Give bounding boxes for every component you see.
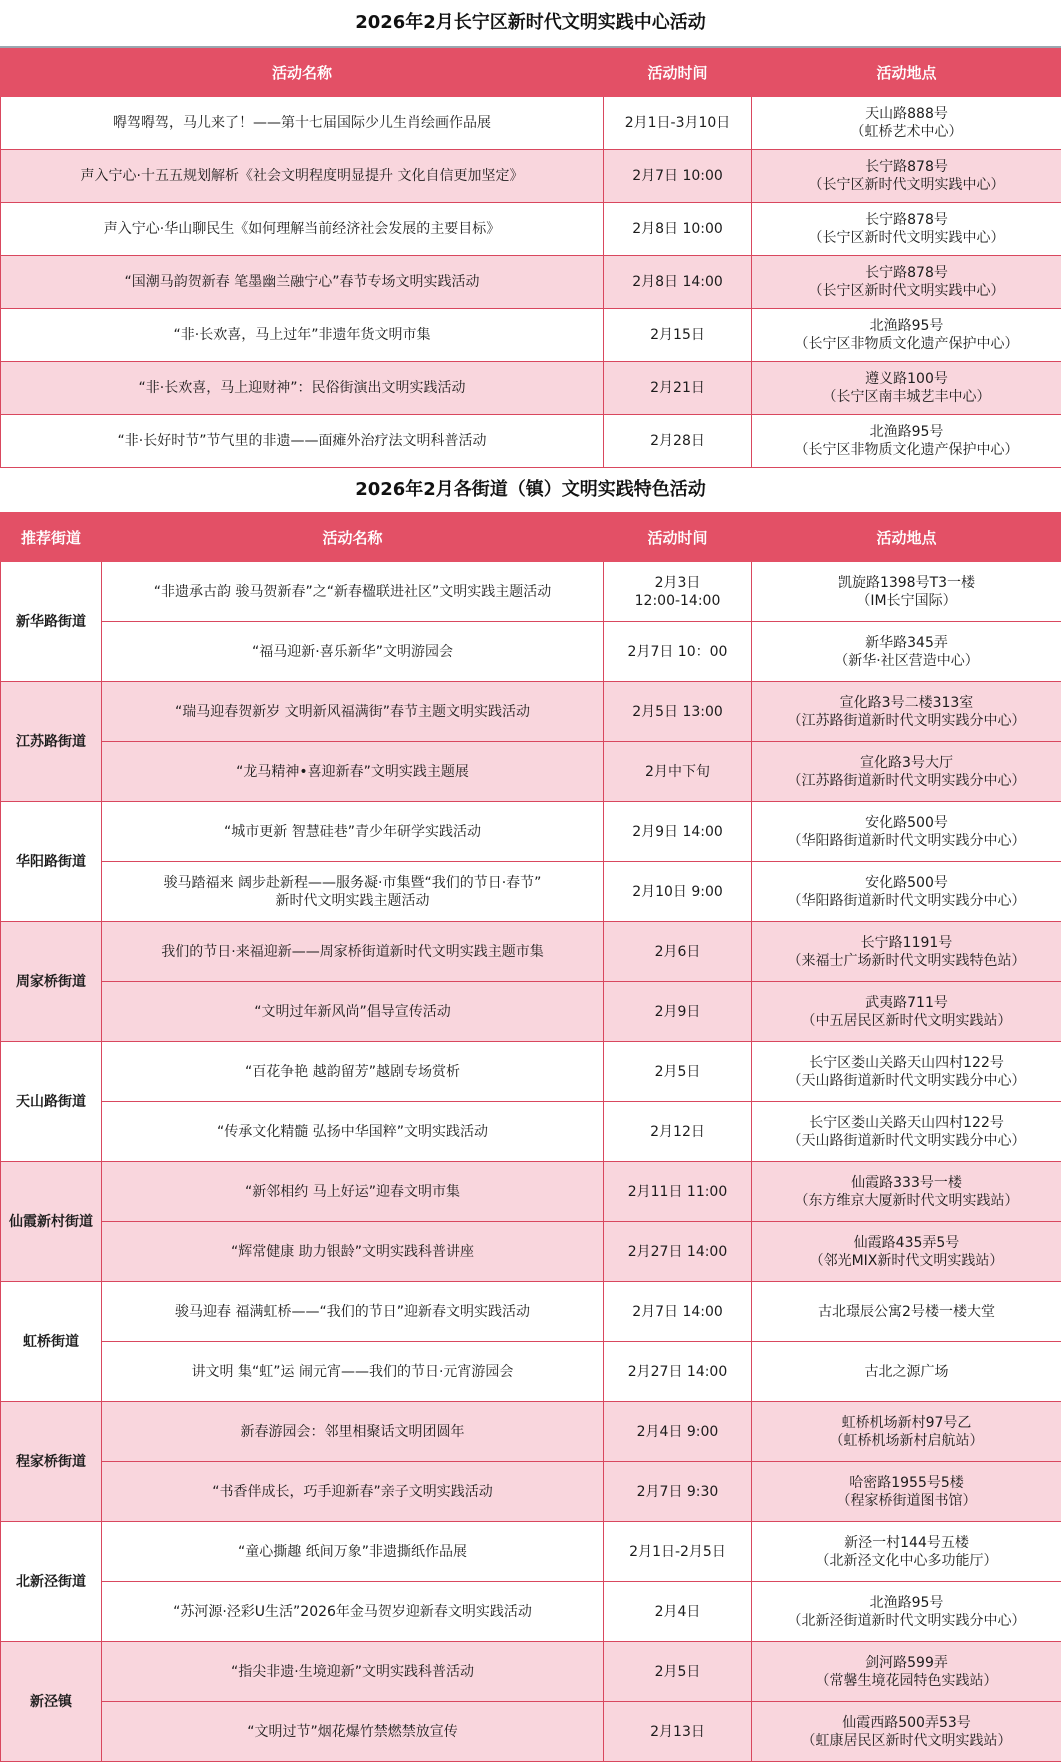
activity-name-cell (102, 1702, 604, 1762)
activity-time-line1: 2月27日 14:00 (608, 1363, 747, 1381)
activity-name-cell (102, 1102, 604, 1162)
street-name-cell: 仙霞新村街道 (1, 1162, 102, 1282)
activity-place-cell (752, 150, 1061, 203)
activity-place-line1: 北渔路95号 (756, 423, 1057, 441)
activity-time-cell (604, 622, 752, 682)
table-row (1, 1342, 1061, 1402)
activity-place-cell (752, 742, 1061, 802)
activity-place-cell (752, 256, 1061, 309)
activity-time-cell (604, 1162, 752, 1222)
table-row (1, 1702, 1061, 1762)
activity-name-cell (102, 742, 604, 802)
activity-place-cell (752, 1702, 1061, 1762)
table-row (1, 256, 1061, 309)
activity-place-line2: （江苏路街道新时代文明实践分中心） (756, 712, 1057, 730)
activity-place-cell (752, 622, 1061, 682)
activity-name-cell (102, 1342, 604, 1402)
activity-name-cell (102, 1402, 604, 1462)
table-header-row (1, 513, 1061, 562)
activity-time-cell: 2月15日 (604, 309, 752, 362)
activity-place-cell (752, 1042, 1061, 1102)
activity-time-line1: 2月1日-2月5日 (608, 1543, 747, 1561)
activity-time-line1: 2月5日 (608, 1663, 747, 1681)
activity-place-line1: 武夷路711号 (756, 994, 1057, 1012)
activity-place-line1: 凯旋路1398号T3一楼 (756, 574, 1057, 592)
activity-place-cell (752, 1222, 1061, 1282)
activity-time-cell (604, 862, 752, 922)
activity-place-line2: （邻光MIX新时代文明实践站） (756, 1252, 1057, 1270)
activity-time-line1: 2月9日 14:00 (608, 823, 747, 841)
activity-place-line2: （中五居民区新时代文明实践站） (756, 1012, 1057, 1030)
table-row (1, 982, 1061, 1042)
street-name-cell: 周家桥街道 (1, 922, 102, 1042)
activity-name-line1: 讲文明 集“虹”运 闹元宵——我们的节日·元宵游园会 (106, 1363, 599, 1381)
activity-time-cell (604, 1522, 752, 1582)
activity-place-cell (752, 922, 1061, 982)
activity-time-line1: 2月7日 9:30 (608, 1483, 747, 1501)
table-row (1, 682, 1061, 742)
activity-place-cell (752, 362, 1061, 415)
activity-place-line2: （常馨生境花园特色实践站） (756, 1672, 1057, 1690)
activity-place-line2: （长宁区非物质文化遗产保护中心） (756, 441, 1057, 459)
activity-time-cell: 2月8日 14:00 (604, 256, 752, 309)
activity-place-line2: （长宁区新时代文明实践中心） (756, 176, 1057, 194)
table-row (1, 1102, 1061, 1162)
activity-time-line1: 2月9日 (608, 1003, 747, 1021)
street-name-cell: 新华路街道 (1, 562, 102, 682)
activity-name-cell: 嘚驾嘚驾，马儿来了！——第十七届国际少儿生肖绘画作品展 (1, 97, 604, 150)
header-activity-place: 活动地点 (752, 49, 1061, 97)
activity-name-line2: 新时代文明实践主题活动 (106, 892, 599, 910)
street-name-cell: 新泾镇 (1, 1642, 102, 1762)
header-street: 推荐街道 (1, 513, 102, 562)
activity-place-line1: 天山路888号 (756, 105, 1057, 123)
activity-name-cell (102, 1642, 604, 1702)
activity-time-cell (604, 1342, 752, 1402)
activity-place-line2: （虹桥艺术中心） (756, 123, 1057, 141)
activity-place-line1: 宣化路3号二楼313室 (756, 694, 1057, 712)
activity-place-line1: 宣化路3号大厅 (756, 754, 1057, 772)
activity-name-cell (102, 982, 604, 1042)
activity-place-line1: 仙霞西路500弄53号 (756, 1714, 1057, 1732)
activity-place-line1: 长宁路878号 (756, 158, 1057, 176)
street-name-cell: 天山路街道 (1, 1042, 102, 1162)
activity-name-line1: “城市更新 智慧硅巷”青少年研学实践活动 (106, 823, 599, 841)
activity-place-cell (752, 415, 1061, 468)
activity-name-line1: 新春游园会：邻里相聚话文明团圆年 (106, 1423, 599, 1441)
activity-time-line1: 2月13日 (608, 1723, 747, 1741)
table-row (1, 1042, 1061, 1102)
activity-time-line1: 2月5日 13:00 (608, 703, 747, 721)
activity-time-line1: 2月6日 (608, 943, 747, 961)
activity-name-cell (102, 622, 604, 682)
activity-place-line1: 古北之源广场 (756, 1363, 1057, 1381)
table-row (1, 1222, 1061, 1282)
activity-time-cell (604, 1222, 752, 1282)
activity-place-line1: 遵义路100号 (756, 370, 1057, 388)
table-header-row (1, 49, 1061, 97)
activity-name-cell (102, 1042, 604, 1102)
activity-time-cell (604, 802, 752, 862)
activity-time-cell (604, 922, 752, 982)
activity-place-cell (752, 1102, 1061, 1162)
activity-name-cell (102, 682, 604, 742)
activity-time-cell (604, 1042, 752, 1102)
activity-place-line1: 北渔路95号 (756, 1594, 1057, 1612)
activity-name-line1: “百花争艳 越韵留芳”越剧专场赏析 (106, 1063, 599, 1081)
activity-time-cell (604, 1642, 752, 1702)
table-row (1, 742, 1061, 802)
activity-place-line2: （长宁区新时代文明实践中心） (756, 229, 1057, 247)
table-row (1, 362, 1061, 415)
activity-name-line1: 骏马踏福来 阔步赴新程——服务凝·市集暨“我们的节日·春节” (106, 874, 599, 892)
activity-name-cell (102, 1162, 604, 1222)
activity-place-line2: （虹桥机场新村启航站） (756, 1432, 1057, 1450)
activity-name-line1: “辉常健康 助力银龄”文明实践科普讲座 (106, 1243, 599, 1261)
activity-name-line1: “指尖非遗·生境迎新”文明实践科普活动 (106, 1663, 599, 1681)
activity-time-line1: 2月12日 (608, 1123, 747, 1141)
activity-place-line2: （天山路街道新时代文明实践分中心） (756, 1132, 1057, 1150)
activity-time-line1: 2月4日 (608, 1603, 747, 1621)
activity-name-line1: 骏马迎春 福满虹桥——“我们的节日”迎新春文明实践活动 (106, 1303, 599, 1321)
table-row (1, 1402, 1061, 1462)
activity-place-cell (752, 1522, 1061, 1582)
activity-time-cell (604, 1282, 752, 1342)
activity-time-line1: 2月中下旬 (608, 763, 747, 781)
activity-place-line1: 新华路345弄 (756, 634, 1057, 652)
table-row (1, 150, 1061, 203)
table-row (1, 1162, 1061, 1222)
activity-time-line1: 2月27日 14:00 (608, 1243, 747, 1261)
activity-place-line1: 长宁区娄山关路天山四村122号 (756, 1114, 1057, 1132)
activity-time-cell (604, 982, 752, 1042)
street-activities-table (0, 512, 1061, 1762)
table-row (1, 203, 1061, 256)
street-name-cell: 华阳路街道 (1, 802, 102, 922)
activity-name-cell: “非·长好时节”节气里的非遗——面瘫外治疗法文明科普活动 (1, 415, 604, 468)
activity-place-cell (752, 1162, 1061, 1222)
activity-time-line1: 2月5日 (608, 1063, 747, 1081)
table-row (1, 922, 1061, 982)
activity-name-cell: 声入宁心·十五五规划解析《社会文明程度明显提升 文化自信更加坚定》 (1, 150, 604, 203)
activity-time-line1: 2月11日 11:00 (608, 1183, 747, 1201)
activity-place-cell (752, 1402, 1061, 1462)
activity-name-cell (102, 862, 604, 922)
activity-name-line1: “龙马精神•喜迎新春”文明实践主题展 (106, 763, 599, 781)
activity-place-line2: （江苏路街道新时代文明实践分中心） (756, 772, 1057, 790)
activity-time-line1: 2月7日 10：00 (608, 643, 747, 661)
table-row (1, 1582, 1061, 1642)
activity-place-cell (752, 97, 1061, 150)
activity-place-line2: （华阳路街道新时代文明实践分中心） (756, 832, 1057, 850)
activity-name-cell (102, 1582, 604, 1642)
activity-name-line1: “童心撕趣 纸间万象”非遗撕纸作品展 (106, 1543, 599, 1561)
activity-place-line2: （长宁区非物质文化遗产保护中心） (756, 335, 1057, 353)
activity-place-cell (752, 1342, 1061, 1402)
header-activity-name: 活动名称 (102, 513, 604, 562)
activity-time-cell (604, 1102, 752, 1162)
activity-name-cell (102, 1222, 604, 1282)
activity-place-line2: （东方维京大厦新时代文明实践站） (756, 1192, 1057, 1210)
street-name-cell: 江苏路街道 (1, 682, 102, 802)
activity-place-line2: （来福士广场新时代文明实践特色站） (756, 952, 1057, 970)
activity-time-cell (604, 1402, 752, 1462)
activity-name-cell (102, 922, 604, 982)
activity-name-cell (102, 562, 604, 622)
activity-time-line2: 12:00-14:00 (608, 592, 747, 610)
activity-time-cell (604, 682, 752, 742)
activity-name-line1: “苏河源·泾彩U生活”2026年金马贺岁迎新春文明实践活动 (106, 1603, 599, 1621)
table-row (1, 97, 1061, 150)
activity-name-cell: “国潮马韵贺新春 笔墨幽兰融宁心”春节专场文明实践活动 (1, 256, 604, 309)
activity-place-line2: （天山路街道新时代文明实践分中心） (756, 1072, 1057, 1090)
activity-name-line1: “文明过年新风尚”倡导宣传活动 (106, 1003, 599, 1021)
table-row (1, 1462, 1061, 1522)
activity-name-cell: “非·长欢喜，马上迎财神”：民俗街演出文明实践活动 (1, 362, 604, 415)
activity-place-line2: （IM长宁国际） (756, 592, 1057, 610)
activity-name-line1: “瑞马迎春贺新岁 文明新风福满街”春节主题文明实践活动 (106, 703, 599, 721)
activity-place-line2: （虹康居民区新时代文明实践站） (756, 1732, 1057, 1750)
activity-time-cell: 2月8日 10:00 (604, 203, 752, 256)
header-activity-time: 活动时间 (604, 49, 752, 97)
activity-place-cell (752, 982, 1061, 1042)
activity-name-cell (102, 1522, 604, 1582)
activity-time-cell: 2月28日 (604, 415, 752, 468)
activity-place-line2: （程家桥街道图书馆） (756, 1492, 1057, 1510)
activity-time-line1: 2月4日 9:00 (608, 1423, 747, 1441)
table-row (1, 1282, 1061, 1342)
activity-place-line2: （长宁区新时代文明实践中心） (756, 282, 1057, 300)
activity-name-line1: “福马迎新·喜乐新华”文明游园会 (106, 643, 599, 661)
activity-place-line1: 新泾一村144号五楼 (756, 1534, 1057, 1552)
activity-place-line1: 长宁路1191号 (756, 934, 1057, 952)
activity-place-cell (752, 309, 1061, 362)
activity-place-line2: （华阳路街道新时代文明实践分中心） (756, 892, 1057, 910)
activity-place-line1: 长宁路878号 (756, 264, 1057, 282)
section2-title: 2026年2月各街道（镇）文明实践特色活动 (0, 468, 1061, 512)
activity-place-line1: 剑河路599弄 (756, 1654, 1057, 1672)
activity-name-line1: 我们的节日·来福迎新——周家桥街道新时代文明实践主题市集 (106, 943, 599, 961)
activity-time-line1: 2月3日 (608, 574, 747, 592)
activity-time-line1: 2月7日 14:00 (608, 1303, 747, 1321)
activity-name-cell (102, 1462, 604, 1522)
activity-place-line2: （北新泾街道新时代文明实践分中心） (756, 1612, 1057, 1630)
table-row (1, 415, 1061, 468)
activity-time-cell (604, 1582, 752, 1642)
center-activities-table (0, 48, 1061, 468)
table-row (1, 862, 1061, 922)
activity-place-line1: 古北璟辰公寓2号楼一楼大堂 (756, 1303, 1057, 1321)
table-row (1, 562, 1061, 622)
section1-title: 2026年2月长宁区新时代文明实践中心活动 (0, 0, 1061, 48)
table-row (1, 622, 1061, 682)
activity-name-line1: “新邻相约 马上好运”迎春文明市集 (106, 1183, 599, 1201)
activity-name-line1: “传承文化精髓 弘扬中华国粹”文明实践活动 (106, 1123, 599, 1141)
activity-place-line1: 安化路500号 (756, 874, 1057, 892)
activity-place-line1: 哈密路1955号5楼 (756, 1474, 1057, 1492)
street-name-cell: 虹桥街道 (1, 1282, 102, 1402)
activity-time-cell: 2月7日 10:00 (604, 150, 752, 203)
activity-time-cell (604, 562, 752, 622)
activity-place-line1: 仙霞路333号一楼 (756, 1174, 1057, 1192)
activity-time-cell (604, 742, 752, 802)
activity-place-line2: （长宁区南丰城艺丰中心） (756, 388, 1057, 406)
activity-place-cell (752, 1282, 1061, 1342)
header-activity-name: 活动名称 (1, 49, 604, 97)
activity-place-cell (752, 1582, 1061, 1642)
activity-place-line1: 长宁区娄山关路天山四村122号 (756, 1054, 1057, 1072)
activity-place-line2: （新华·社区营造中心） (756, 652, 1057, 670)
header-activity-time: 活动时间 (604, 513, 752, 562)
activity-name-line1: “非遗承古韵 骏马贺新春”之“新春楹联进社区”文明实践主题活动 (106, 583, 599, 601)
activity-place-cell (752, 682, 1061, 742)
activity-time-cell: 2月1日-3月10日 (604, 97, 752, 150)
activity-name-cell (102, 1282, 604, 1342)
table-row (1, 802, 1061, 862)
activity-place-cell (752, 1462, 1061, 1522)
activity-name-line1: “文明过节”烟花爆竹禁燃禁放宣传 (106, 1723, 599, 1741)
activity-place-line2: （北新泾文化中心多功能厅） (756, 1552, 1057, 1570)
table-row (1, 309, 1061, 362)
activity-place-cell (752, 862, 1061, 922)
header-activity-place: 活动地点 (752, 513, 1061, 562)
activity-place-cell (752, 802, 1061, 862)
activity-name-cell: 声入宁心·华山聊民生《如何理解当前经济社会发展的主要目标》 (1, 203, 604, 256)
table-row (1, 1522, 1061, 1582)
activity-time-cell: 2月21日 (604, 362, 752, 415)
activity-place-cell (752, 1642, 1061, 1702)
activity-place-line1: 北渔路95号 (756, 317, 1057, 335)
street-name-cell: 程家桥街道 (1, 1402, 102, 1522)
activity-time-line1: 2月10日 9:00 (608, 883, 747, 901)
activity-place-line1: 长宁路878号 (756, 211, 1057, 229)
street-name-cell: 北新泾街道 (1, 1522, 102, 1642)
activity-place-cell (752, 562, 1061, 622)
activity-place-cell (752, 203, 1061, 256)
activity-place-line1: 虹桥机场新村97号乙 (756, 1414, 1057, 1432)
table-row (1, 1642, 1061, 1702)
activity-name-cell: “非·长欢喜，马上过年”非遗年货文明市集 (1, 309, 604, 362)
activity-name-cell (102, 802, 604, 862)
activity-name-line1: “书香伴成长，巧手迎新春”亲子文明实践活动 (106, 1483, 599, 1501)
activity-place-line1: 安化路500号 (756, 814, 1057, 832)
activity-place-line1: 仙霞路435弄5号 (756, 1234, 1057, 1252)
activity-time-cell (604, 1462, 752, 1522)
activity-time-cell (604, 1702, 752, 1762)
